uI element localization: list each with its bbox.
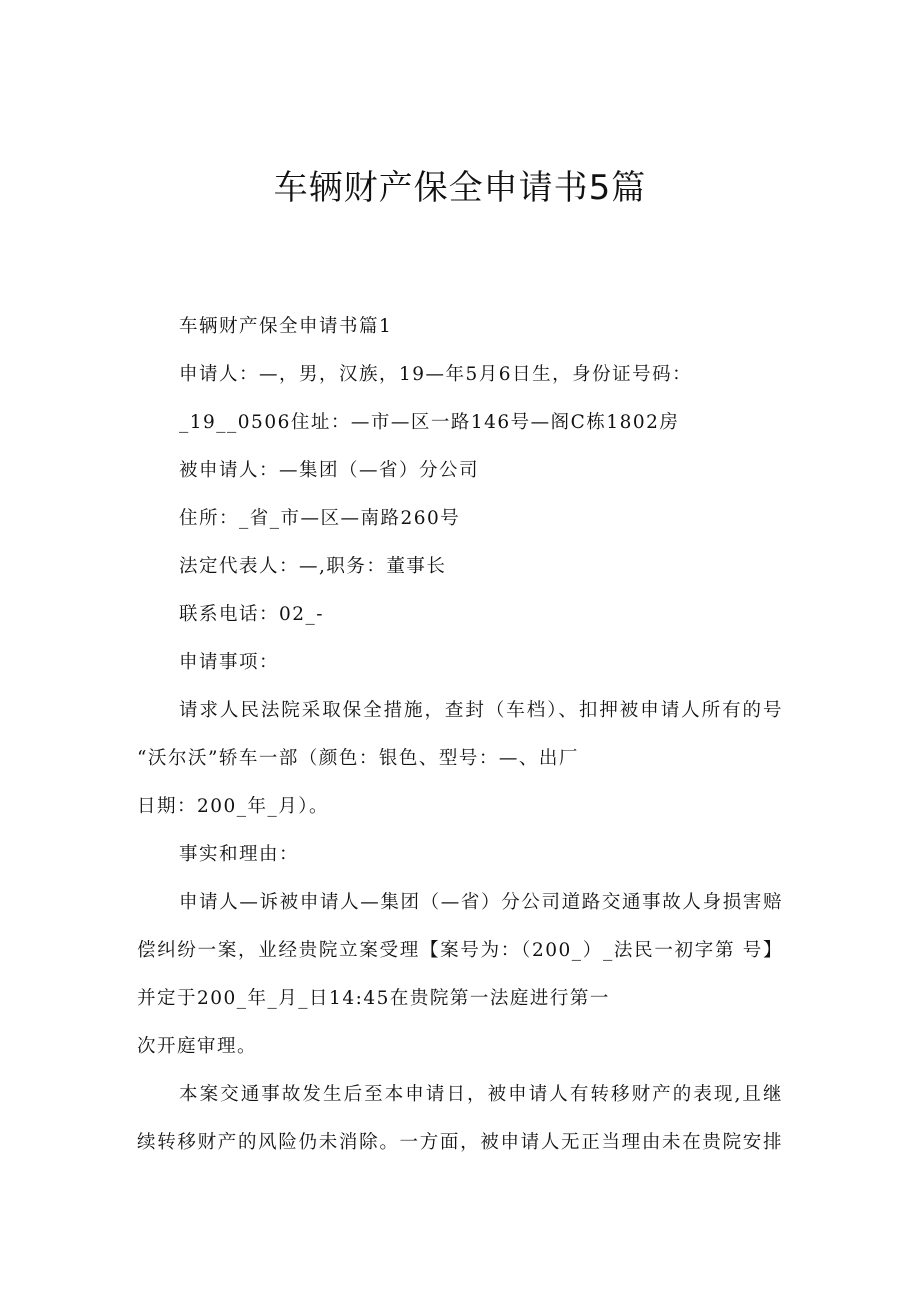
request-paragraph-line: 请求人民法院采取保全措施，查封（车档）、扣押被申请人所有的号 [179, 700, 783, 721]
facts-paragraph-line: 次开庭审理。 [137, 1036, 258, 1057]
respondent-address-line: 住所：_省_市—区—南路260号 [179, 508, 461, 529]
facts-paragraph-line: 申请人—诉被申请人—集团（—省）分公司道路交通事故人身损害赔 [179, 892, 783, 913]
reason-paragraph-line: 本案交通事故发生后至本申请日，被申请人有转移财产的表现,且继 [179, 1084, 783, 1105]
section-heading: 车辆财产保全申请书篇1 [179, 316, 393, 337]
legal-representative-line: 法定代表人：—,职务：董事长 [179, 556, 447, 577]
request-paragraph-line: 日期：200_年_月）。 [137, 796, 330, 817]
reason-paragraph-line: 续转移财产的风险仍未消除。一方面，被申请人无正当理由未在贵院安排 [137, 1132, 783, 1153]
respondent-line: 被申请人：—集团（—省）分公司 [179, 460, 480, 481]
contact-phone-line: 联系电话：02_- [179, 604, 325, 625]
facts-paragraph-line: 偿纠纷一案，业经贵院立案受理【案号为：（200_）_法民一初字第 号】 [137, 940, 783, 961]
applicant-address-line: _19__0506住址：—市—区一路146号—阁C栋1802房 [179, 412, 680, 433]
document-title: 车辆财产保全申请书5篇 [273, 168, 647, 208]
request-paragraph-line: “沃尔沃”轿车一部（颜色：银色、型号：—、出厂 [137, 748, 579, 769]
facts-heading: 事实和理由： [179, 844, 300, 865]
facts-paragraph-line: 并定于200_年_月_日14:45在贵院第一法庭进行第一 [137, 988, 610, 1009]
request-heading: 申请事项： [179, 652, 280, 673]
applicant-line: 申请人：—，男，汉族，19—年5月6日生，身份证号码： [179, 364, 693, 385]
